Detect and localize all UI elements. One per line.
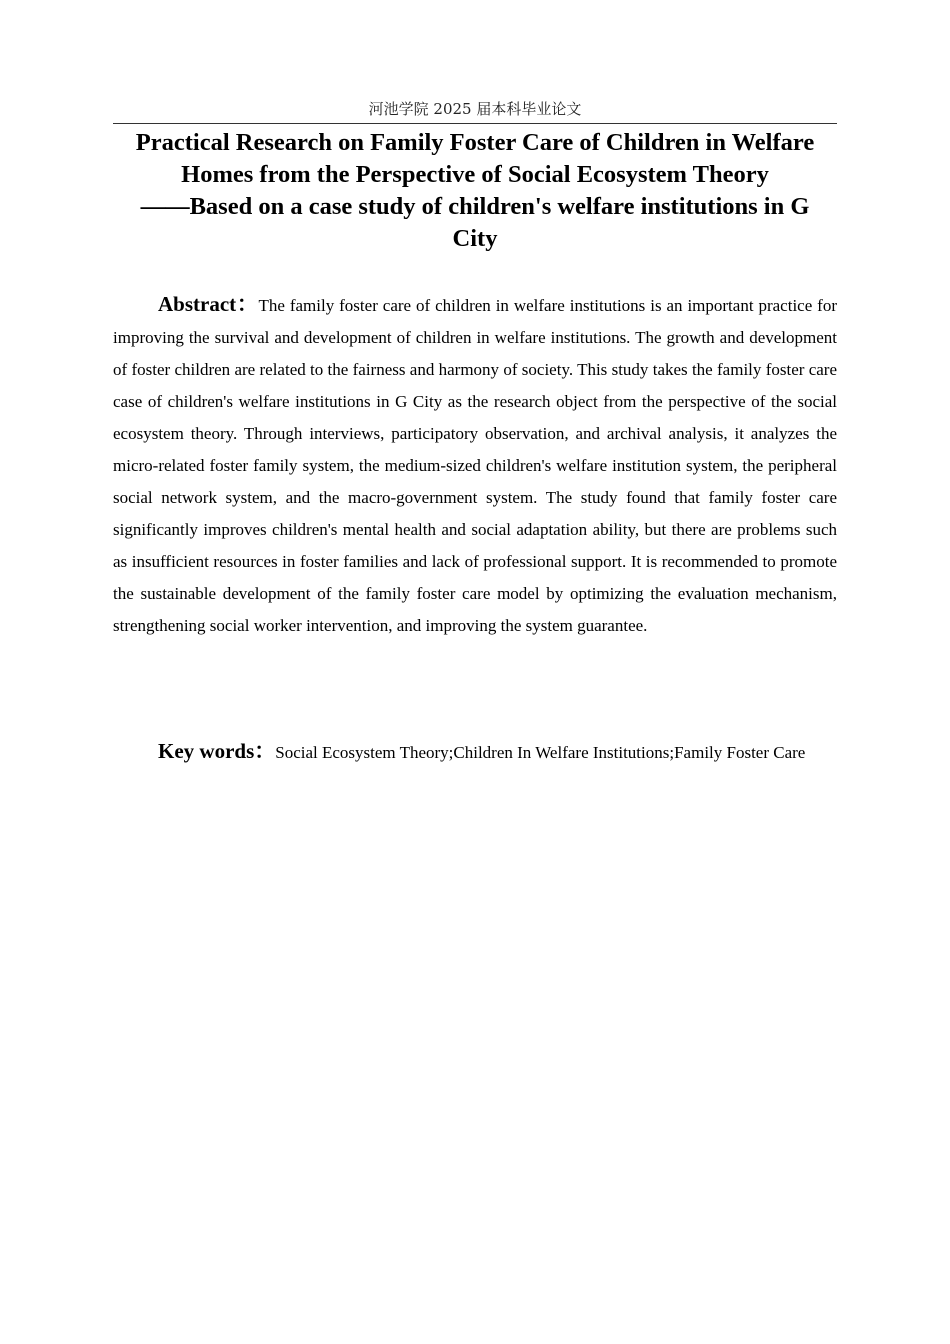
running-header: 河池学院 2025 届本科毕业论文 — [368, 100, 582, 118]
title-line-4: City — [452, 225, 498, 252]
title-line-2: Homes from the Perspective of Social Ecosystem Theory — [181, 161, 769, 188]
header-rule — [113, 123, 837, 124]
abstract-paragraph — [113, 288, 837, 642]
thesis-title — [113, 127, 837, 255]
abstract-text: The family foster care of children in welfare institutions is an important practice for improving the survival and development of children in welfare institutions. The growth and development of foster children are related to the fairness and harmony of society. This study takes the family foster care case of children's welfare institutions in G City as the research object from the perspective of the social ecosystem theory. Through interviews, participatory observation, and archival analysis, it analyzes the micro-related foster family system, the medium-sized children's welfare institution system, the peripheral social network system, and the macro-government system. The study found that family foster care significantly improves children's mental health and social adaptation ability, but there are problems such as insufficient resources in foster families and lack of professional support. It is recommended to promote the sustainable development of the family foster care model by optimizing the evaluation mechanism, strengthening social worker intervention, and improving the system guarantee. — [113, 296, 837, 635]
keywords-label: Key words： — [158, 739, 276, 763]
keywords-text: Social Ecosystem Theory;Children In Welfare Institutions;Family Foster Care — [275, 743, 806, 762]
title-line-3: ——Based on a case study of children's welfare institutions in G — [140, 193, 810, 220]
title-line-1: Practical Research on Family Foster Care of Children in Welfare — [135, 129, 815, 156]
keywords-paragraph — [113, 735, 837, 769]
abstract-label: Abstract： — [158, 292, 259, 316]
